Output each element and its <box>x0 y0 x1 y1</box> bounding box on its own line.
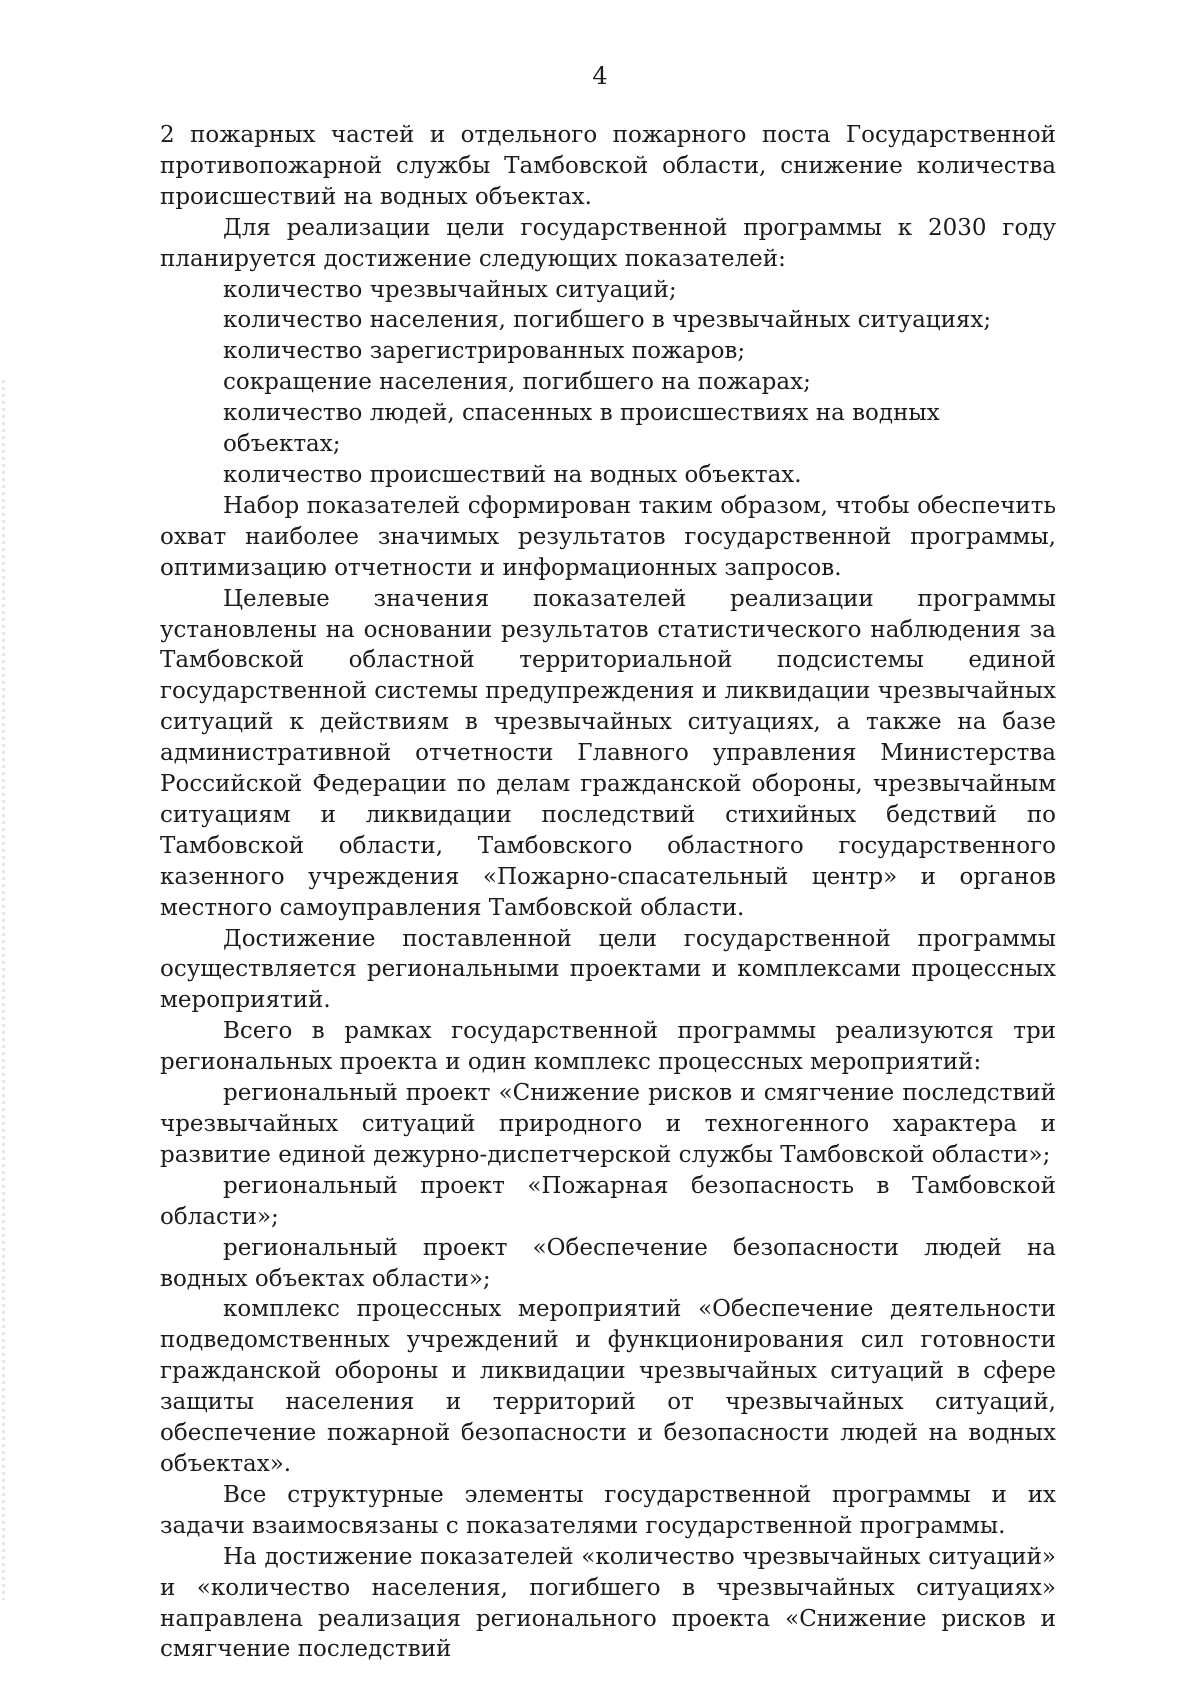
page-number: 4 <box>592 62 608 90</box>
scan-edge-artifact <box>2 380 5 1600</box>
indicator-list-item: количество чрезвычайных ситуаций; <box>223 276 677 303</box>
project-list-item: региональный проект «Пожарная безопасность в Тамбовской области»; <box>160 1172 1056 1230</box>
project-list-item: региональный проект «Снижение рисков и смягчение последствий чрезвычайных ситуаций природного и техногенного характера и развитие единой дежурно-диспетчерской службы Тамбовской области»; <box>160 1080 1056 1168</box>
paragraph: 2 пожарных частей и отдельного пожарного поста Государственной противопожарной службы Тамбовской области, снижение количества происшествий на водных объектах. <box>160 122 1056 210</box>
indicator-list-item: сокращение населения, погибшего на пожарах; <box>223 369 811 396</box>
document-body <box>160 120 1056 1665</box>
project-list-item: комплекс процессных мероприятий «Обеспечение деятельности подведомственных учреждений и функционирования сил готовности гражданской обороны и ликвидации чрезвычайных ситуаций в сфере защиты населения и территорий от чрезвычайных ситуаций, обеспечение пожарной безопасности и безопасности людей на водных объектах». <box>160 1296 1056 1477</box>
paragraph: Все структурные элементы государственной программы и их задачи взаимосвязаны с показателями государственной программы. <box>160 1481 1056 1539</box>
project-list-item: региональный проект «Обеспечение безопасности людей на водных объектах области»; <box>160 1234 1056 1292</box>
paragraph: Всего в рамках государственной программы реализуются три региональных проекта и один комплекс процессных мероприятий: <box>160 1018 1056 1076</box>
paragraph: Набор показателей сформирован таким образом, чтобы обеспечить охват наиболее значимых результатов государственной программы, оптимизацию отчетности и информационных запросов. <box>160 492 1056 581</box>
indicator-list-item: количество зарегистрированных пожаров; <box>223 338 746 365</box>
indicator-list-item: количество населения, погибшего в чрезвычайных ситуациях; <box>223 307 992 334</box>
indicator-list-item: количество людей, спасенных в происшествиях на водных объектах; <box>223 400 940 458</box>
paragraph: Для реализации цели государственной программы к 2030 году планируется достижение следующих показателей: <box>160 214 1056 272</box>
paragraph: На достижение показателей «количество чрезвычайных ситуаций» и «количество населения, погибшего в чрезвычайных ситуациях» направлена реализация регионального проекта «Снижение рисков и смягчение последствий <box>160 1543 1056 1663</box>
paragraph: Достижение поставленной цели государственной программы осуществляется региональными проектами и комплексами процессных мероприятий. <box>160 925 1056 1014</box>
paragraph: Целевые значения показателей реализации программы установлены на основании результатов статистического наблюдения за Тамбовской областной территориальной подсистемы единой государственной системы предупреждения и ликвидации чрезвычайных ситуаций к действиям в чрезвычайных ситуациях, а также на базе административной отчетности Главного управления Министерства Российской Федерации по делам гражданской обороны, чрезвычайным ситуациям и ликвидации последствий стихийных бедствий по Тамбовской области, Тамбовского областного государственного казенного учреждения «Пожарно-спасательный центр» и органов местного самоуправления Тамбовской области. <box>160 585 1056 921</box>
indicator-list-item: количество происшествий на водных объектах. <box>223 461 802 488</box>
